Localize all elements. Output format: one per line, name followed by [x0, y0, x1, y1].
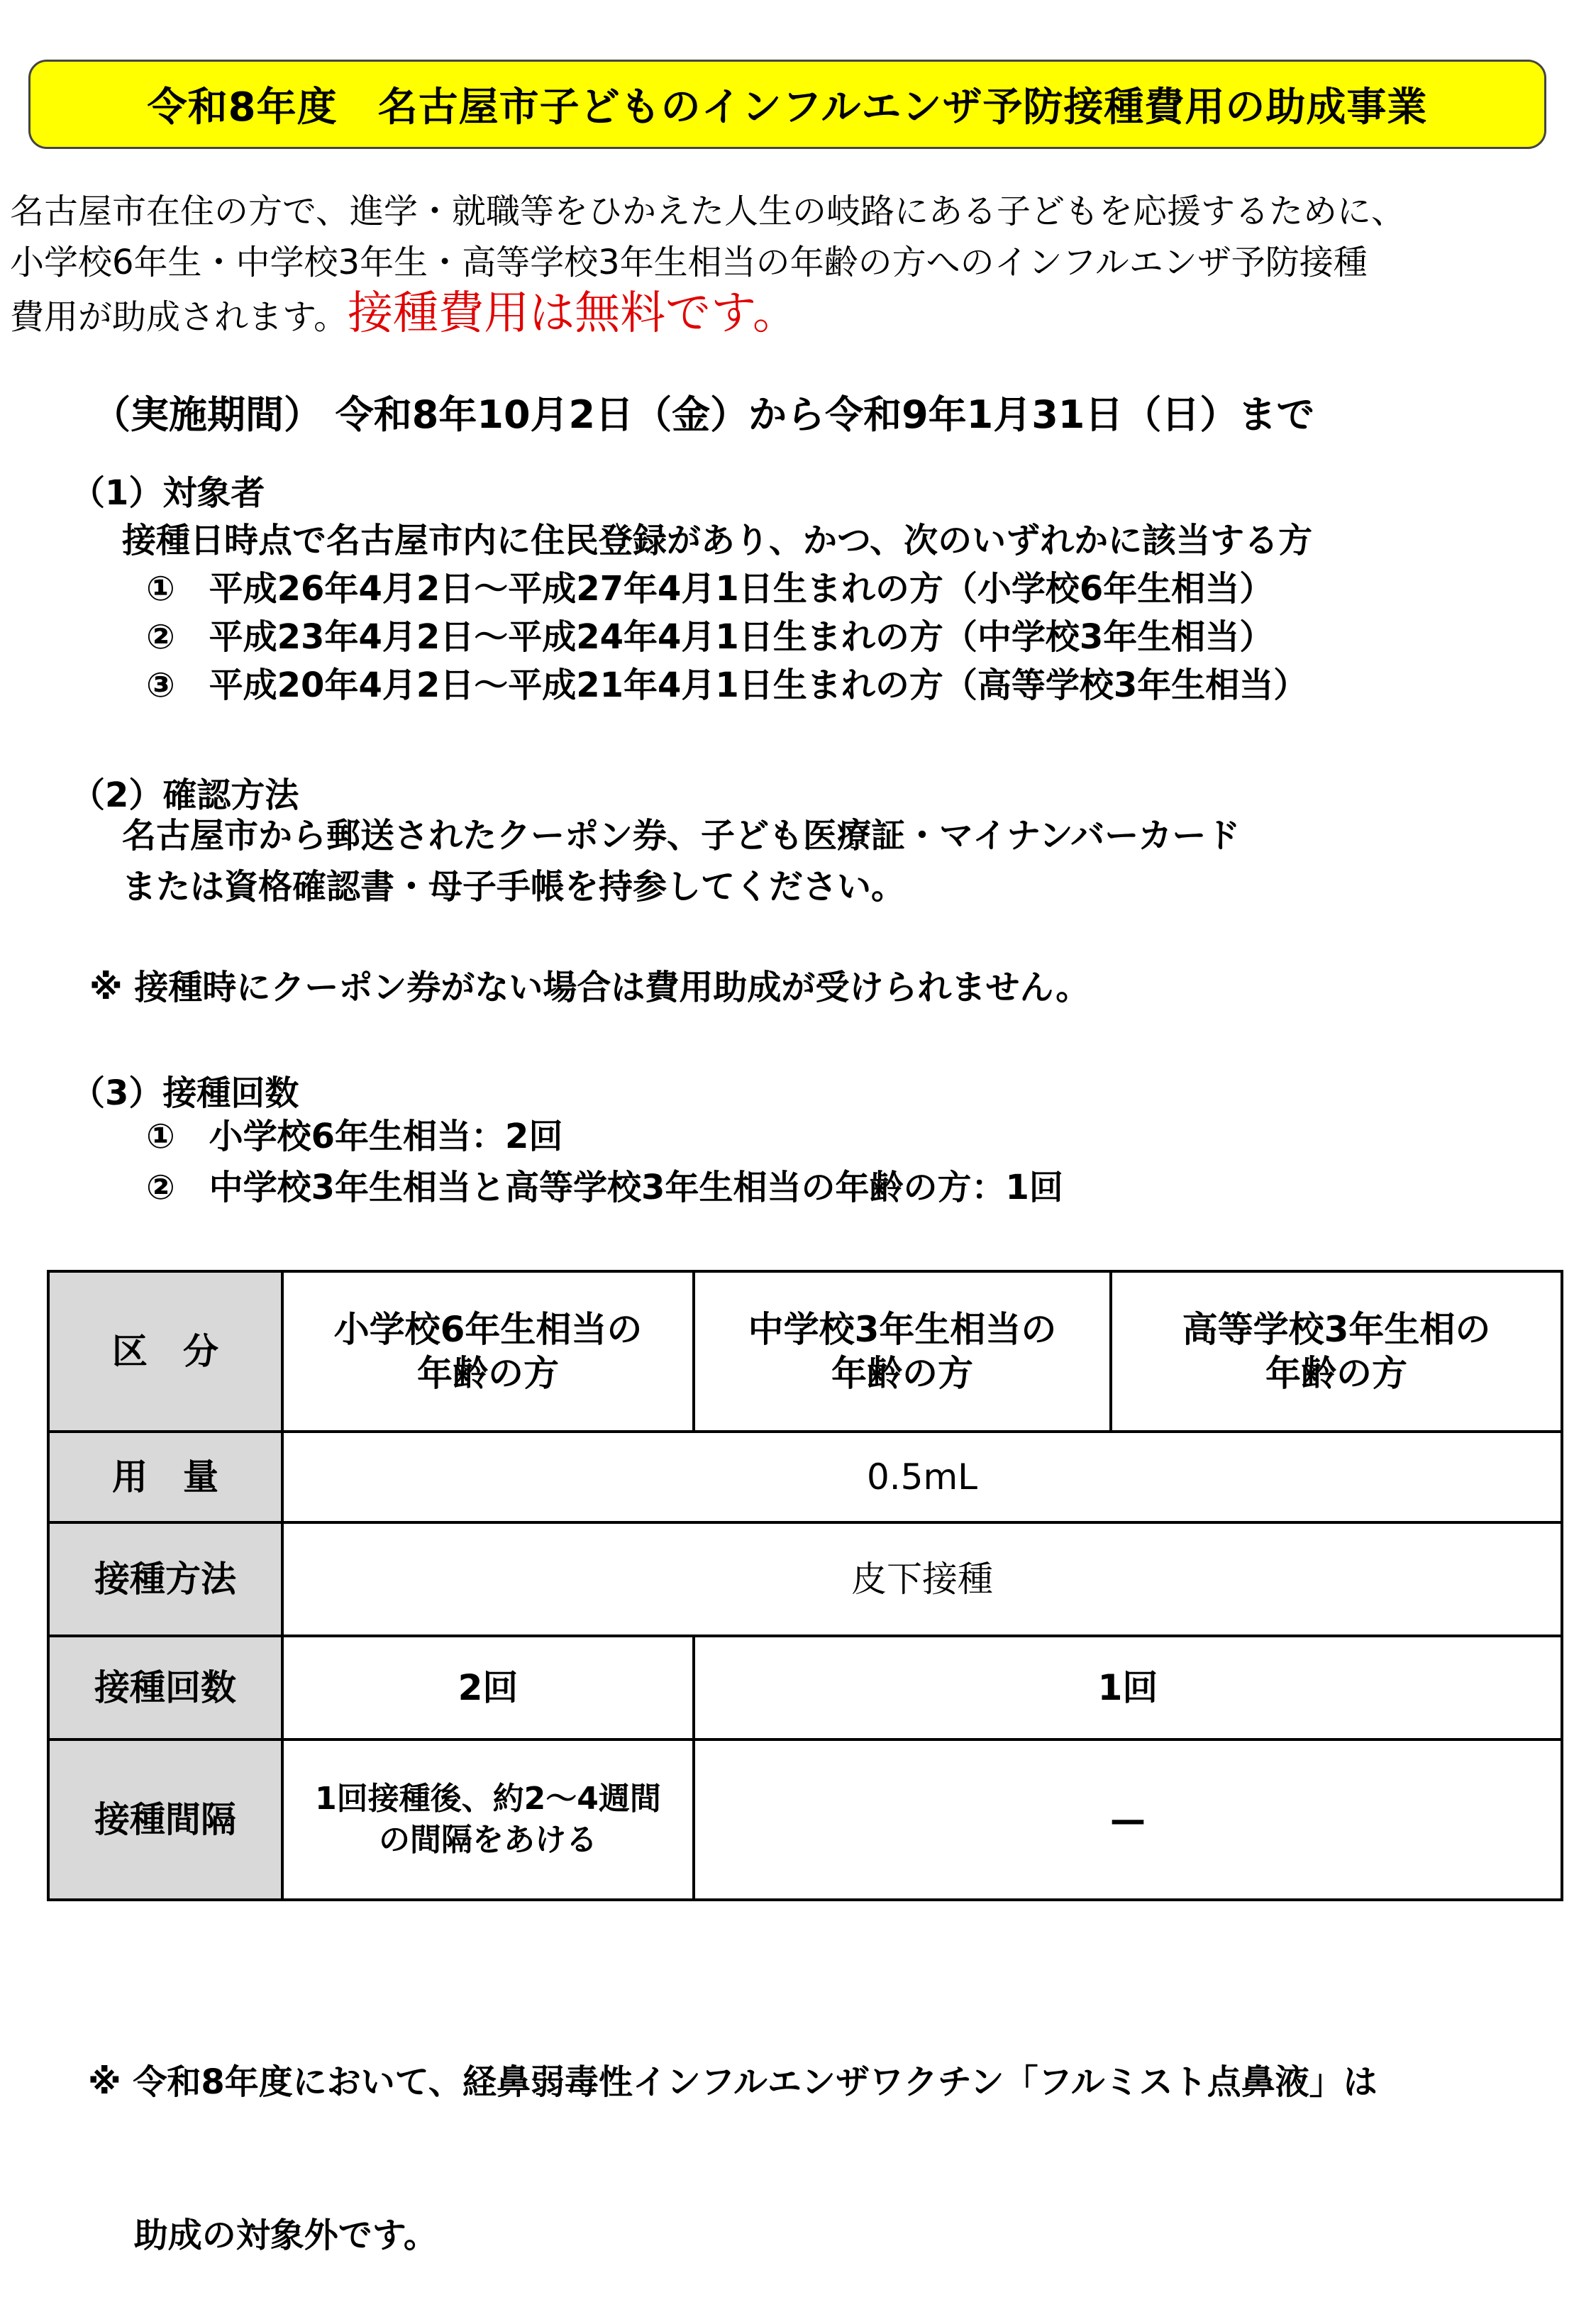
- dose-value-cell: 0.5mL: [282, 1432, 1562, 1522]
- intro-line-2: 小学校6年生・中学校3年生・高等学校3年生相当の年齢の方へのインフルエンザ予防接種: [10, 243, 1368, 282]
- header-col-elementary-l1: 小学校6年生相当の: [333, 1309, 643, 1350]
- vaccination-table: [47, 1270, 1563, 1901]
- interval-line-1: 1回接種後、約2～4週間: [315, 1781, 661, 1817]
- section3-heading: （3）接種回数: [71, 1073, 299, 1113]
- section1-item-1: ① 平成26年4月2日～平成27年4月1日生まれの方（小学校6年生相当）: [146, 569, 1274, 609]
- intro-line-1: 名古屋市在住の方で、進学・就職等をひかえた人生の岐路にある子どもを応援するために、: [10, 192, 1406, 231]
- section1-text: 接種日時点で名古屋市内に住民登録があり、かつ、次のいずれかに該当する方: [122, 521, 1313, 560]
- flumist-note-line-2: 助成の対象外です。: [88, 2216, 438, 2255]
- implementation-period: （実施期間） 令和8年10月2日（金）から令和9年1月31日（日）まで: [92, 392, 1315, 437]
- dose-label-cell: 用 量: [48, 1432, 282, 1522]
- table-row-dose: [48, 1432, 1562, 1522]
- header-col-elementary: [282, 1271, 694, 1432]
- section1-heading: （1）対象者: [71, 473, 265, 513]
- section2-line-1: 名古屋市から郵送されたクーポン券、子ども医療証・マイナンバーカード: [122, 816, 1241, 856]
- header-col-junior-high-l2: 年齢の方: [831, 1353, 973, 1394]
- interval-elementary-cell: [282, 1739, 694, 1900]
- section2-heading: （2）確認方法: [71, 775, 299, 815]
- method-value-cell: 皮下接種: [282, 1522, 1562, 1636]
- coupon-note: ※ 接種時にクーポン券がない場合は費用助成が受けられません。: [89, 968, 1090, 1007]
- intro-line-3: [10, 288, 1405, 343]
- header-col-elementary-l2: 年齢の方: [417, 1353, 559, 1394]
- header-col-high-school: [1111, 1271, 1562, 1432]
- free-highlight: 接種費用は無料です。: [348, 287, 799, 340]
- count-label-cell: 接種回数: [48, 1636, 282, 1739]
- header-category-cell: 区 分: [48, 1271, 282, 1432]
- header-col-junior-high-l1: 中学校3年生相当の: [748, 1309, 1057, 1350]
- header-col-junior-high: [694, 1271, 1111, 1432]
- interval-label-cell: 接種間隔: [48, 1739, 282, 1900]
- flumist-note-line-1: ※ 令和8年度において、経鼻弱毒性インフルエンザワクチン「フルミスト点鼻液」は: [88, 2062, 1378, 2102]
- table-row-header: [48, 1271, 1562, 1432]
- count-secondary-cell: 1回: [694, 1636, 1562, 1739]
- table-row-count: [48, 1636, 1562, 1739]
- header-col-high-school-l2: 年齢の方: [1265, 1353, 1407, 1394]
- table-row-method: [48, 1522, 1562, 1636]
- interval-line-2: の間隔をあける: [379, 1822, 597, 1858]
- intro-paragraph: [10, 186, 1405, 343]
- section1-item-3: ③ 平成20年4月2日～平成21年4月1日生まれの方（高等学校3年生相当）: [146, 665, 1308, 705]
- header-col-high-school-l1: 高等学校3年生相の: [1182, 1309, 1491, 1350]
- title-banner: [28, 60, 1546, 149]
- intro-line-3-text: 費用が助成されます。: [10, 297, 348, 337]
- count-elementary-cell: 2回: [282, 1636, 694, 1739]
- interval-secondary-cell: —: [694, 1739, 1562, 1900]
- section3-item-2: ② 中学校3年生相当と高等学校3年生相当の年齢の方：1回: [146, 1168, 1063, 1207]
- method-label-cell: 接種方法: [48, 1522, 282, 1636]
- section3-item-1: ① 小学校6年生相当：2回: [146, 1117, 563, 1156]
- flumist-note: [88, 1954, 1378, 2312]
- table-row-interval: [48, 1739, 1562, 1900]
- page-title: 令和8年度 名古屋市子どものインフルエンザ予防接種費用の助成事業: [147, 84, 1428, 131]
- section2-line-2: または資格確認書・母子手帳を持参してください。: [122, 867, 906, 907]
- section1-item-2: ② 平成23年4月2日～平成24年4月1日生まれの方（中学校3年生相当）: [146, 617, 1274, 657]
